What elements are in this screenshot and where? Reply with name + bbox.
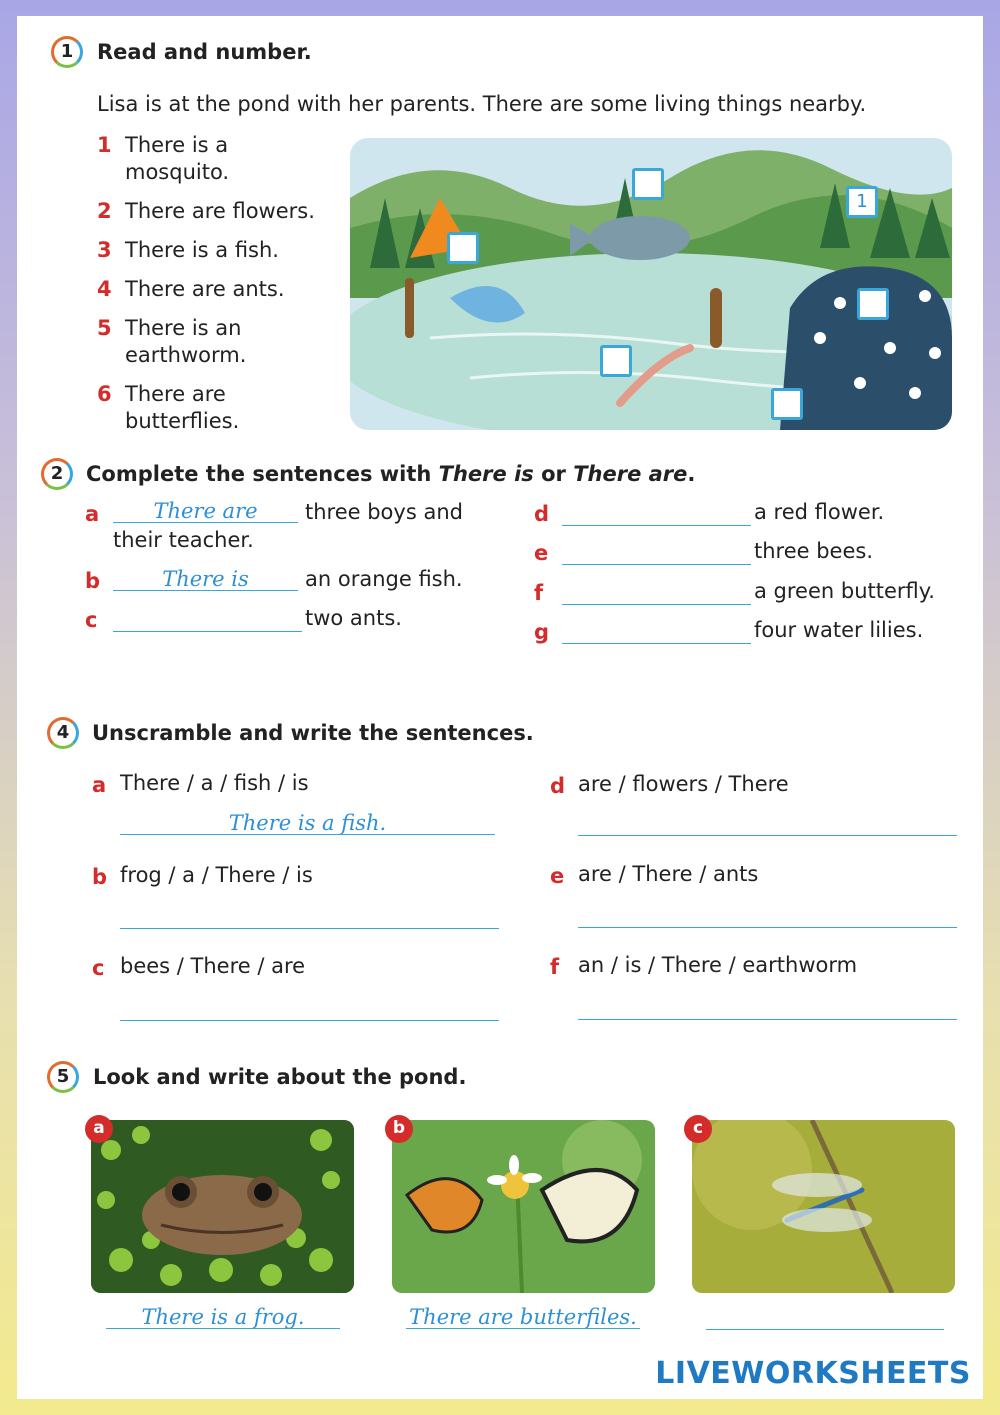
answer-2b: There is	[162, 567, 249, 591]
photo-badge-a: a	[85, 1115, 113, 1143]
dragonfly-photo	[692, 1120, 955, 1293]
section-4-title: Unscramble and write the sentences.	[92, 721, 534, 745]
blank-4c[interactable]	[120, 994, 499, 1021]
number-box-2[interactable]: 1	[846, 186, 878, 218]
section-5-number: 5	[47, 1061, 79, 1093]
section-2-title: Complete the sentences with There is or There are.	[86, 462, 696, 486]
number-box-5[interactable]	[600, 345, 632, 377]
list-item: 6 There are butterflies.	[97, 382, 240, 433]
number-box-4[interactable]	[857, 288, 889, 320]
worksheet-page: 1 Read and number. Lisa is at the pond with her parents. There are some living things nearby. 1 There is a mosquito. 2 There are flowers. 3 There is a fish. 4 There are ants. 5 There is an earthworm. 6 There are butterflies. 1 2 Complete the sentences with There is or There are. a There are three boys and their teacher. b There is an orange fish. c two ants. d a red flower. e three bees. f a green butterfly. g four water lilies. 4 Unscramble and write the sentences. a There / a / fish / is There is a fish. b frog / a / There / is c bees / There / are d are / flowers / There e are / There / ants f an / is / There / earthworm 5 Look and write about the pond. a There is a frog. b There are butterfiles. c LIVEWORKSHEETS	[17, 16, 983, 1399]
list-item: 4 There are ants.	[97, 277, 285, 301]
list-item: 2 There are flowers.	[97, 199, 315, 223]
list-item: 5 There is an earthworm.	[97, 316, 247, 367]
blank-2d[interactable]	[562, 499, 751, 526]
answer-5a: There is a frog.	[141, 1305, 305, 1329]
blank-5c[interactable]	[706, 1303, 944, 1330]
section-1-number: 1	[51, 36, 83, 68]
list-item: 3 There is a fish.	[97, 238, 279, 262]
blank-4b[interactable]	[120, 902, 499, 929]
dragonfly-image	[692, 1120, 955, 1293]
blank-4f[interactable]	[578, 993, 957, 1020]
number-box-1[interactable]	[632, 168, 664, 200]
blank-2g[interactable]	[562, 617, 751, 644]
blank-2e[interactable]	[562, 538, 751, 565]
butterflies-image	[392, 1120, 655, 1293]
number-box-3[interactable]	[447, 232, 479, 264]
photo-badge-b: b	[385, 1115, 413, 1143]
number-box-6[interactable]	[771, 388, 803, 420]
answer-4a: There is a fish.	[228, 811, 387, 835]
photo-badge-c: c	[684, 1115, 712, 1143]
section-1-intro: Lisa is at the pond with her parents. There are some living things nearby.	[97, 92, 867, 116]
section-4-number: 4	[47, 717, 79, 749]
list-item: 1 There is a mosquito.	[97, 133, 230, 184]
blank-4e[interactable]	[578, 901, 957, 928]
blank-2c[interactable]	[113, 605, 302, 632]
section-1-list	[97, 132, 337, 435]
butterflies-photo	[392, 1120, 655, 1293]
answer-5b: There are butterfiles.	[409, 1305, 637, 1329]
blank-4d[interactable]	[578, 809, 957, 836]
blank-2f[interactable]	[562, 578, 751, 605]
section-2-number: 2	[41, 458, 73, 490]
pond-illustration	[350, 138, 952, 430]
frog-photo	[91, 1120, 354, 1293]
liveworksheets-logo: LIVEWORKSHEETS	[655, 1356, 971, 1391]
frog-image	[91, 1120, 354, 1293]
section-1-title: Read and number.	[97, 40, 312, 64]
answer-2a: There are	[153, 499, 258, 523]
section-5-title: Look and write about the pond.	[93, 1065, 467, 1089]
